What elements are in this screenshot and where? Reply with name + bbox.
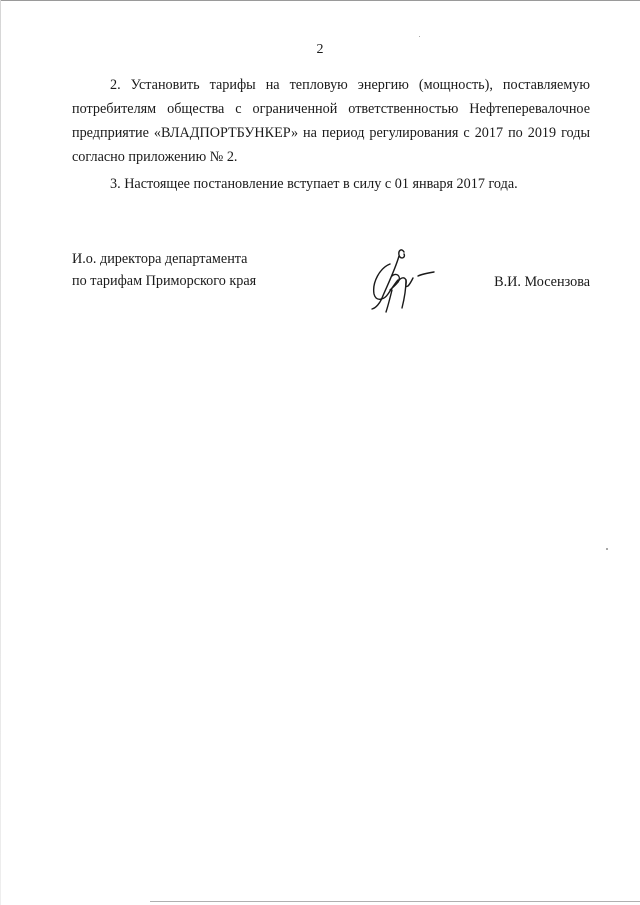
- page-number: 2: [316, 42, 324, 57]
- signatory-title-line-2: по тарифам Приморского края: [72, 273, 257, 289]
- paragraph-effective-date: 3. Настоящее постановление вступает в силу с 01 января 2017 года.: [110, 176, 518, 192]
- scan-top-edge: [0, 0, 640, 1]
- scan-bottom-edge: [150, 901, 640, 902]
- scan-speck: [419, 36, 420, 37]
- signer-name: В.И. Мосензова: [494, 274, 590, 290]
- scan-left-edge: [0, 0, 1, 905]
- scan-speck: [606, 548, 608, 550]
- signatory-title-line-1: И.о. директора департамента: [72, 251, 248, 267]
- handwritten-signature: [362, 246, 442, 318]
- paragraph-tariffs: 2. Установить тарифы на тепловую энергию (мощность), поставляемую потребителям общества с ограниченной ответственностью Нефтеперевалочное предприятие «ВЛАДПОРТБУНКЕР» на период регулирования с 2017 по 2019 годы согласно приложению № 2.: [72, 77, 590, 165]
- signatory-title: [72, 248, 256, 292]
